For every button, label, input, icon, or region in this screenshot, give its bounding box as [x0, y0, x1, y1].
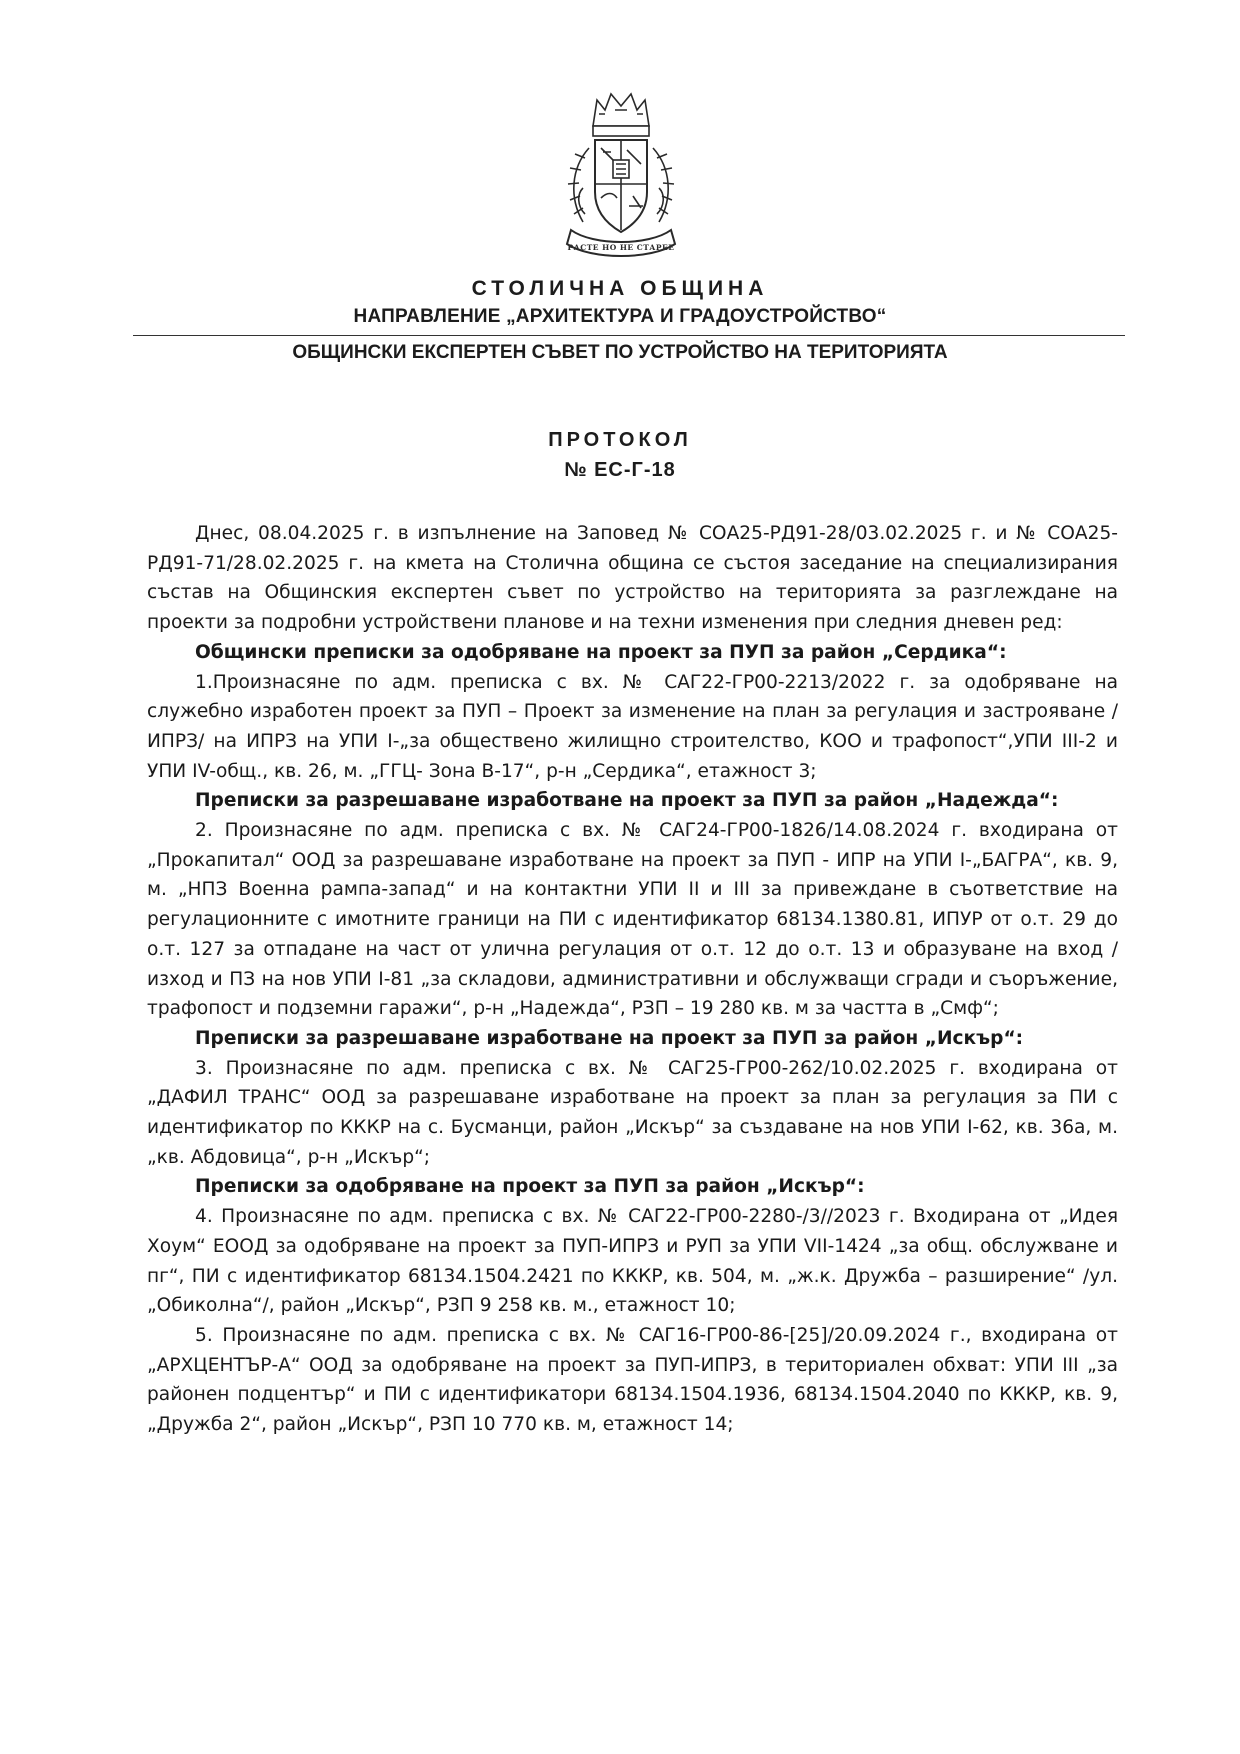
section-heading-iskar-approval: Преписки за одобряване на проект за ПУП за район „Искър“: [195, 1176, 865, 1198]
council-name: ОБЩИНСКИ ЕКСПЕРТЕН СЪВЕТ ПО УСТРОЙСТВО НА ТЕРИТОРИЯТА [292, 342, 948, 363]
section-heading-nadezhda: Преписки за разрешаване изработване на проект за ПУП за район „Надежда“: [195, 790, 1059, 812]
document-title: ПРОТОКОЛ [548, 429, 692, 451]
svg-text:РАСТЕ НО НЕ СТАРЕЕ: РАСТЕ НО НЕ СТАРЕЕ [567, 243, 675, 252]
agenda-item-4: 4. Произнасяне по адм. преписка с вх. № САГ22-ГР00-2280-/3//2023 г. Входирана от „Идея Хоум“ ЕООД за одобряване на проект за ПУП-ИПРЗ и РУП за УПИ VII-1424 „за общ. обслужване и пг“, ПИ с идентификатор 68134.1504.2421 по КККР, кв. 504, м. „ж.к. Дружба – разширение“ /ул. „Обиколна“/, район „Искър“, РЗП 9 258 кв. м., етажност 10; [147, 1206, 1118, 1317]
agenda-item-5: 5. Произнасяне по адм. преписка с вх. № САГ16-ГР00-86-[25]/20.09.2024 г., входирана от „АРХЦЕНТЪР-А“ ООД за одобряване на проект за ПУП-ИПРЗ, в териториален обхват: УПИ III „за районен подцентър“ и ПИ с идентификатори 68134.1504.1936, 68134.1504.2040 по КККР, кв. 9, „Дружба 2“, район „Искър“, РЗП 10 770 кв. м, етажност 14; [147, 1324, 1118, 1436]
organization-name: СТОЛИЧНА ОБЩИНА [471, 277, 769, 300]
intro-paragraph: Днес, 08.04.2025 г. в изпълнение на Заповед № СОА25-РД91-28/03.02.2025 г. и № СОА25-РД91-71/28.02.2025 г. на кмета на Столична община се състоя заседание на специализирания състав на Общинския експертен съвет по устройство на територията за разглеждане на проекти за подробни устройствени планове и на техни изменения при следния дневен ред: [147, 523, 1118, 634]
document-body [147, 519, 1118, 1440]
sofia-coat-of-arms-icon [553, 88, 689, 268]
agenda-item-3: 3. Произнасяне по адм. преписка с вх. № САГ25-ГР00-262/10.02.2025 г. входирана от „ДАФИЛ ТРАНС“ ООД за разрешаване изработване на проект за план за регулация за ПИ с идентификатор по КККР на с. Бусманци, район „Искър“ за създаване на нов УПИ I-62, кв. 36а, м. „кв. Абдовица“, р-н „Искър“; [147, 1057, 1118, 1168]
header-divider [133, 335, 1125, 336]
agenda-item-1: 1.Произнасяне по адм. преписка с вх. № САГ22-ГР00-2213/2022 г. за одобряване на служебно изработен проект за ПУП – Проект за изменение на план за регулация и застрояване /ИПРЗ/ на ИПРЗ на УПИ I-„за обществено жилищно строителство, КОО и трафопост“,УПИ III-2 и УПИ IV-общ., кв. 26, м. „ГГЦ- Зона В-17“, р-н „Сердика“, етажност 3; [147, 671, 1118, 782]
section-heading-iskar-permit: Преписки за разрешаване изработване на проект за ПУП за район „Искър“: [195, 1027, 1024, 1049]
section-heading-serdika: Общински преписки за одобряване на проект за ПУП за район „Сердика“: [195, 641, 1007, 663]
agenda-item-2: 2. Произнасяне по адм. преписка с вх. № САГ24-ГР00-1826/14.08.2024 г. входирана от „Прокапитал“ ООД за разрешаване изработване на проект за ПУП - ИПР на УПИ I-„БАГРА“, кв. 9, м. „НПЗ Военна рампа-запад“ и на контактни УПИ II и III за привеждане в съответствие на регулационните с имотните граници на ПИ с идентификатор 68134.1380.81, ИПУР от о.т. 29 до о.т. 127 за отпадане на част от улична регулация от о.т. 12 до о.т. 13 и образуване на вход / изход и ПЗ на нов УПИ I-81 „за складови, административни и обслужващи сгради и съоръжение, трафопост и подземни гаражи“, р-н „Надежда“, РЗП – 19 280 кв. м за частта в „Смф“; [147, 820, 1118, 1020]
document-number: № ЕС-Г-18 [564, 459, 676, 481]
direction-name: НАПРАВЛЕНИЕ „АРХИТЕКТУРА И ГРАДОУСТРОЙСТВО“ [353, 306, 887, 327]
